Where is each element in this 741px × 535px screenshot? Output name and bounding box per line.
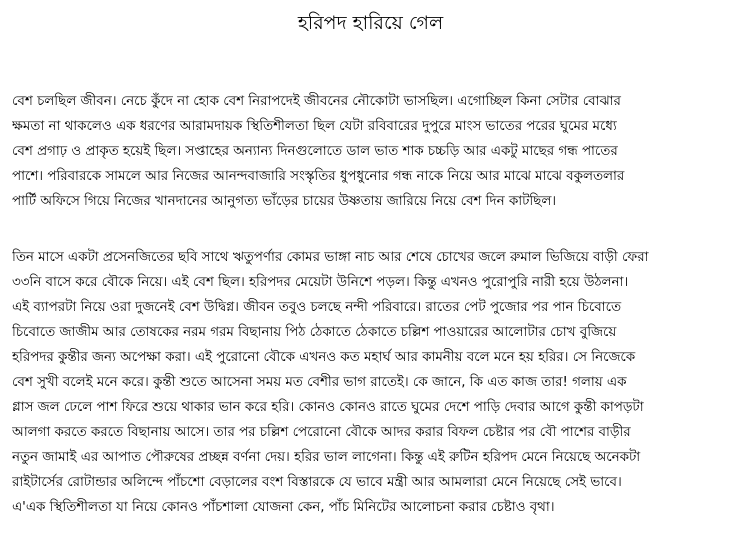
paragraph-line: বেশ প্রগাঢ় ও প্রাকৃত হয়েই ছিল। সপ্তাহের অন্যান্য দিনগুলোতে ডাল ভাত শাক চচ্চড়ি আর একটু মাছের গন্ধ পাতের bbox=[12, 144, 618, 159]
paragraph-line: পার্টি অফিসে গিয়ে নিজের খানদানের আনুগত্য ভাঁড়ের চায়ের উষ্ণতায় জারিয়ে নিয়ে বেশ দিন কাটছিল। bbox=[12, 194, 557, 209]
paragraph-line: বেশ চলছিল জীবন। নেচে কুঁদে না হোক বেশ নিরাপদেই জীবনের নৌকোটা ভাসছিল। এগোচ্ছিল কিনা সেটার বোঝার bbox=[12, 94, 621, 109]
paragraph-line: এই ব্যাপরটা নিয়ে ওরা দুজনেই বেশ উদ্বিগ্ন। জীবন তবুও চলছে নন্দী পরিবারে। রাতের পেট পুজোর পর পান চিবোতে bbox=[12, 300, 621, 315]
paragraph-1 bbox=[12, 89, 734, 214]
paragraph-line: ক্ষমতা না থাকলেও এক ধরণের আরামদায়ক স্থিতিশীলতা ছিল যেটা রবিবারের দুপুরে মাংস ভাতের পরের ঘুমের মধ্যে bbox=[12, 119, 617, 134]
paragraph-2 bbox=[12, 245, 734, 520]
paragraph-line: ৩৩নি বাসে করে বৌকে নিয়ে। এই বেশ ছিল। হরিপদর মেয়েটা উনিশে পড়ল। কিন্তু এখনও পুরোপুরি নারী হয়ে উঠলনা। bbox=[12, 275, 629, 290]
paragraph-line: হরিপদর কুন্তীর জন্য অপেক্ষা করা। এই পুরোনো বৌকে এখনও কত মহার্ঘ আর কামনীয় বলে মনে হয় হরির। সে নিজেকে bbox=[12, 350, 636, 365]
paragraph-line: আলগা করতে করতে বিছানায় আসে। তার পর চল্লিশ পেরোনো বৌকে আদর করার বিফল চেষ্টার পর বৌ পাশের বাড়ীর bbox=[12, 425, 631, 440]
paragraph-line: তিন মাসে একটা প্রসেনজিতের ছবি সাথে ঋতুপর্ণার কোমর ভাঙ্গা নাচ আর শেষে চোখের জলে রুমাল ভিজিয়ে বাড়ী ফেরা bbox=[12, 250, 649, 265]
document-title: হরিপদ হারিয়ে গেল bbox=[297, 12, 444, 34]
paragraph-line: এ'এক স্থিতিশীলতা যা নিয়ে কোনও পাঁচশালা যোজনা কেন, পাঁচ মিনিটের আলোচনা করার চেষ্টাও বৃথা। bbox=[12, 500, 555, 515]
paragraph-line: চিবোতে জাজীম আর তোষকের নরম গরম বিছানায় পিঠ ঠেকাতে ঠেকাতে চল্লিশ পাওয়ারের আলোটার চোখ বুজিয়ে bbox=[12, 325, 617, 340]
paragraph-line: বেশ সুখী বলেই মনে করে। কুন্তী শুতে আসেনা সময় মত বেশীর ভাগ রাতেই। কে জানে, কি এত কাজ তার! গলায় এক bbox=[12, 375, 627, 390]
paragraph-line: পাশে। পরিবারকে সামলে আর নিজের আনন্দবাজারি সংস্কৃতির ধুপধুনোর গন্ধ নাকে নিয়ে আর মাঝে মাঝে বকুলতলার bbox=[12, 169, 625, 184]
paragraph-line: গ্লাস জল ঢেলে পাশ ফিরে শুয়ে থাকার ভান করে হরি। কোনও কোনও রাতে ঘুমের দেশে পাড়ি দেবার আগে কুন্তী কাপড়টা bbox=[12, 400, 644, 415]
paragraph-line: রাইটার্সের রোটান্ডার অলিন্দে পাঁচশো বেড়ালের বংশ বিস্তারকে যে ভাবে মন্ত্রী আর আমলারা মেনে নিয়েছে সেই ভাবে। bbox=[12, 475, 622, 490]
paragraph-line: নতুন জামাই এর আপাত পৌরুষের প্রচ্ছন্ন বর্ণনা দেয়। হরির ভাল লাগেনা। কিন্তু এই রুটিন হরিপদ মেনে নিয়েছে অনেকটা bbox=[12, 450, 641, 465]
